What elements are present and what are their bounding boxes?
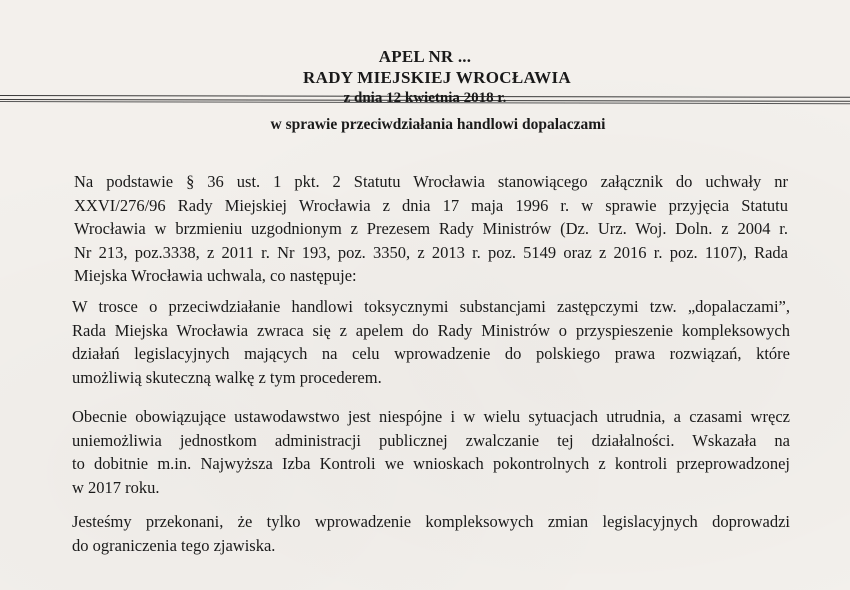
text-line: to dobitnie m.in. Najwyższa Izba Kontroli we wnioskach pokontrolnych z kontroli przeprowadzonej	[72, 454, 790, 473]
document-subject: w sprawie przeciwdziałania handlowi dopalaczami	[270, 116, 606, 133]
paragraph-appeal	[72, 295, 790, 389]
text-line: W trosce o przeciwdziałanie handlowi toksycznymi substancjami zastępczymi tzw. „dopalaczami”,	[72, 297, 790, 316]
document-date: z dnia 12 kwietnia 2018 r.	[343, 90, 507, 106]
document-title: APEL NR ...	[378, 47, 472, 66]
text-line: umożliwią skuteczną walkę z tym procederem.	[72, 367, 382, 387]
text-line: Na podstawie § 36 ust. 1 pkt. 2 Statutu Wrocławia stanowiącego załącznik do uchwały nr	[74, 172, 788, 191]
text-line: Miejska Wrocławia uchwala, co następuje:	[74, 266, 357, 285]
text-line: Jesteśmy przekonani, że tylko wprowadzenie kompleksowych zmian legislacyjnych doprowadzi	[72, 512, 790, 531]
text-line: Rada Miejska Wrocławia zwraca się z apelem do Rady Ministrów o przyspieszenie kompleksowych	[72, 320, 790, 340]
paragraph-legal-basis	[74, 170, 788, 288]
paragraph-conclusion	[72, 510, 790, 557]
text-line: Wrocławia w brzmieniu uzgodnionym z Prezesem Rady Ministrów (Dz. Urz. Woj. Doln. z 2004 r.	[74, 219, 788, 238]
text-line: Obecnie obowiązujące ustawodawstwo jest niespójne i w wielu sytuacjach utrudnia, a czasami wręcz	[72, 407, 790, 426]
document-organization: RADY MIEJSKIEJ WROCŁAWIA	[303, 68, 571, 87]
text-line: Nr 213, poz.3338, z 2011 r. Nr 193, poz. 3350, z 2013 r. poz. 5149 oraz z 2016 r. poz. 1107), Rada	[74, 242, 788, 262]
text-line: do ograniczenia tego zjawiska.	[72, 535, 276, 555]
text-line: działań legislacyjnych mających na celu wprowadzenie do polskiego prawa rozwiązań, które	[72, 344, 790, 363]
text-line: XXVI/276/96 Rady Miejskiej Wrocławia z dnia 17 maja 1996 r. w sprawie przyjęcia Statutu	[74, 195, 788, 215]
paragraph-current-legislation	[72, 405, 790, 499]
text-line: uniemożliwia jednostkom administracji publicznej zwalczanie tej działalności. Wskazała na	[72, 430, 790, 450]
text-line: w 2017 roku.	[72, 477, 160, 497]
